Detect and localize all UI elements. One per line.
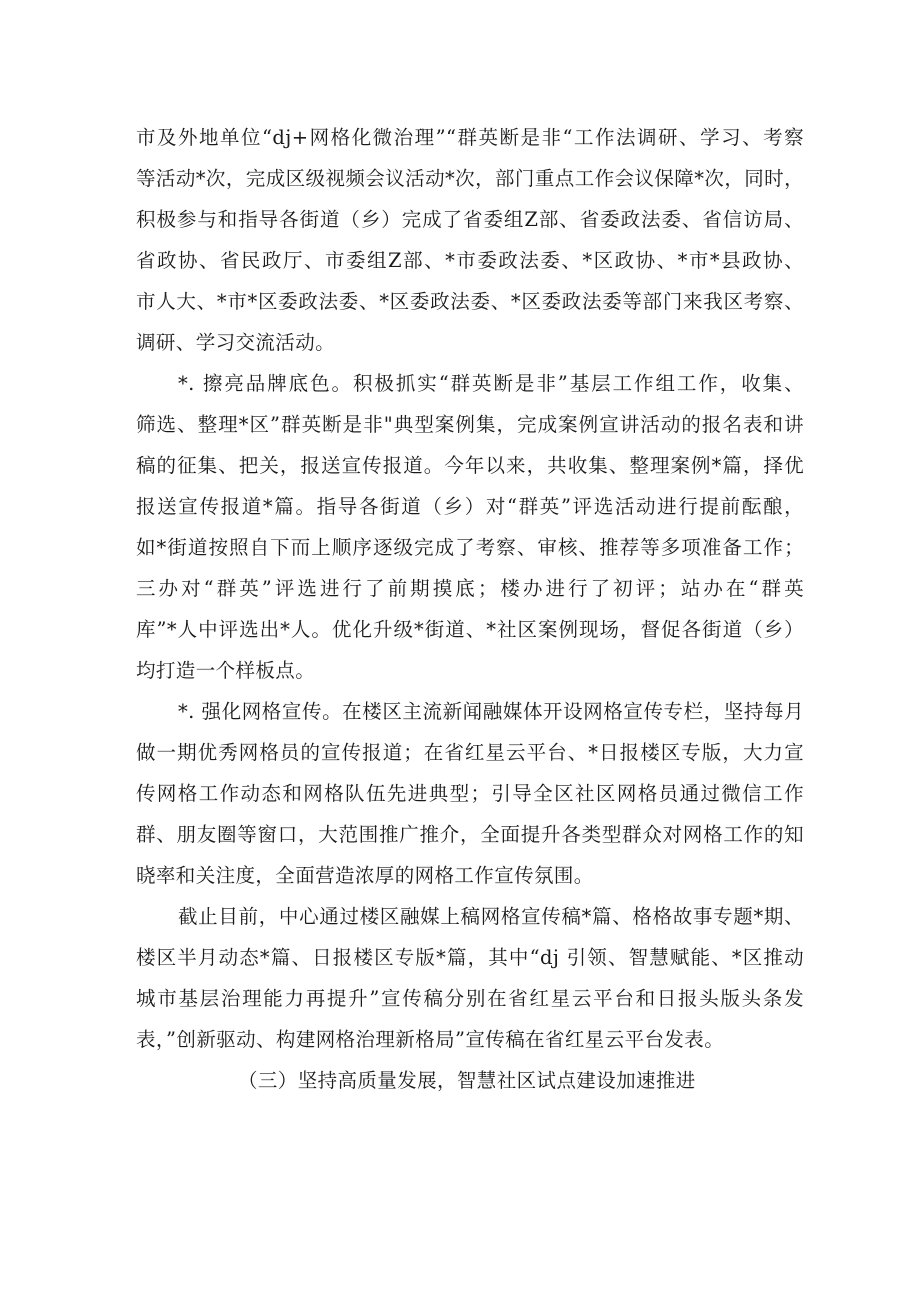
paragraph-2-line-2: 筛选、整理*区”群英断是非"典型案例集，完成案例宣讲活动的报名表和讲 [136,413,804,436]
paragraph-2-line-5: 如*街道按照自下而上顺序逐级完成了考察、审核、推荐等多项准备工作； [136,536,804,559]
paragraph-4-line-3: 城市基层治理能力再提升”宣传稿分别在省红星云平台和日报头版头条发 [136,987,804,1010]
paragraph-2-line-7: 库”*人中评选出*人。优化升级*街道、*社区案例现场，督促各街道（乡） [136,618,804,641]
paragraph-1-line-3: 积极参与和指导各街道（乡）完成了省委组Z部、省委政法委、省信访局、 [136,208,804,231]
paragraph-2-line-8: 均打造一个样板点。 [136,659,316,682]
paragraph-3-line-1: *. 强化网格宣传。在楼区主流新闻融媒体开设网格宣传专栏，坚持每月 [178,700,804,723]
paragraph-2-line-1: *. 擦亮品牌底色。积极抓实“群英断是非”基层工作组工作，收集、 [178,372,804,395]
paragraph-3-line-5: 晓率和关注度，全面营造浓厚的网格工作宣传氛围。 [136,864,594,887]
paragraph-3-line-3: 传网格工作动态和网格队伍先进典型；引导全区社区网格员通过微信工作 [136,782,804,805]
section-heading: （三）坚持高质量发展，智慧社区试点建设加速推进 [238,1069,696,1092]
paragraph-1-line-4: 省政协、省民政厅、市委组Z部、*市委政法委、*区政协、*市*县政协、 [136,249,804,272]
paragraph-1-line-6: 调研、学习交流活动。 [136,331,336,354]
paragraph-1-line-1: 市及外地单位“dj+网格化微治理”“群英断是非“工作法调研、学习、考察 [136,126,804,149]
paragraph-2-line-3: 稿的征集、把关，报送宣传报道。今年以来，共收集、整理案例*篇，择优 [136,454,804,477]
paragraph-3-line-2: 做一期优秀网格员的宣传报道；在省红星云平台、*日报楼区专版，大力宣 [136,741,804,764]
paragraph-3-line-4: 群、朋友圈等窗口，大范围推广推介，全面提升各类型群众对网格工作的知 [136,823,804,846]
paragraph-1-line-2: 等活动*次，完成区级视频会议活动*次，部门重点工作会议保障*次，同时， [136,167,804,190]
paragraph-2-line-6: 三办对“群英”评选进行了前期摸底；楼办进行了初评；站办在“群英 [136,577,804,600]
paragraph-4-line-4: 表，”创新驱动、构建网格治理新格局”宣传稿在省红星云平台发表。 [136,1028,725,1051]
paragraph-1-line-5: 市人大、*市*区委政法委、*区委政法委、*区委政法委等部门来我区考察、 [136,290,804,313]
paragraph-4-line-1: 截止目前，中心通过楼区融媒上稿网格宣传稿*篇、格格故事专题*期、 [178,905,804,928]
paragraph-4-line-2: 楼区半月动态*篇、日报楼区专版*篇，其中“dj 引领、智慧赋能、*区推动 [136,946,804,969]
paragraph-2-line-4: 报送宣传报道*篇。指导各街道（乡）对“群英”评选活动进行提前酝酿， [136,495,804,518]
